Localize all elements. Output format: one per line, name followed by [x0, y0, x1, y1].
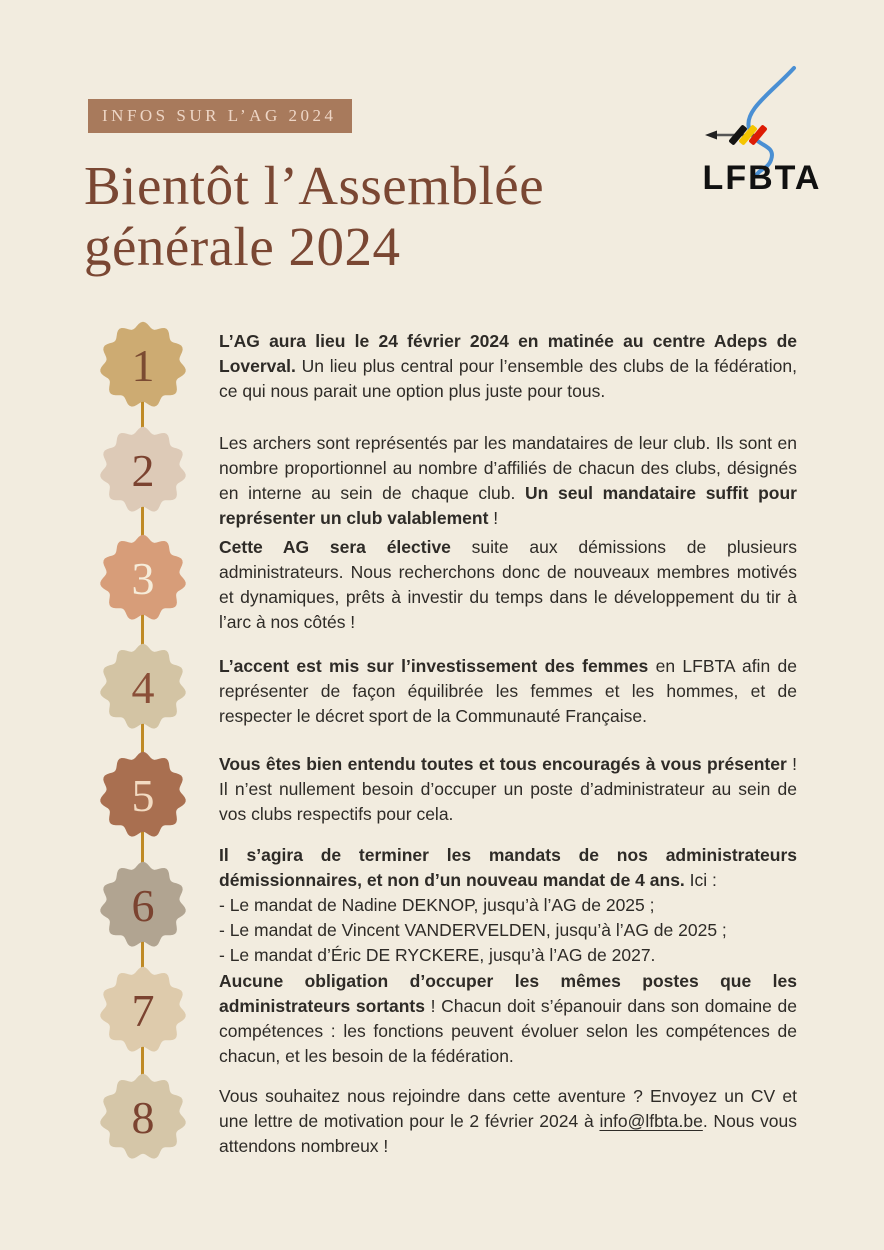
timeline-badge-4: [99, 643, 187, 731]
badge-number: 1: [131, 340, 155, 391]
badge-number: 3: [131, 553, 155, 604]
item-2-pre: Les archers sont représentés par les mandataires de leur club. Ils sont en nombre proportionnel au nombre d’affiliés de chacun des clubs, désignés en interne au sein de chaque club.: [219, 433, 797, 503]
timeline-item-8-text: [219, 1084, 797, 1159]
timeline-badge-7: [99, 966, 187, 1054]
timeline-item-5-text: [219, 752, 797, 827]
item-3-bold: Cette AG sera élective: [219, 537, 451, 557]
timeline-item-3-text: [219, 535, 797, 635]
timeline-badge-5: [99, 751, 187, 839]
badge-number: 8: [131, 1092, 155, 1143]
item-1-bold: L’AG aura lieu le 24 février 2024 en matinée au centre Adeps de Loverval.: [219, 331, 797, 376]
page-title-line2: générale 2024: [84, 216, 401, 277]
badge-number: 2: [131, 445, 155, 496]
timeline-badge-8: [99, 1073, 187, 1161]
item-8-post: . Nous vous attendons nombreux !: [219, 1111, 797, 1156]
item-8-pre: Vous souhaitez nous rejoindre dans cette aventure ? Envoyez un CV et une lettre de motivation pour le 2 février 2024 à: [219, 1086, 797, 1131]
item-6-bullet-1: - Le mandat de Nadine DEKNOP, jusqu’à l’AG de 2025 ;: [219, 895, 655, 915]
timeline-badge-3: [99, 534, 187, 622]
item-7-rest: ! Chacun doit s’épanouir dans son domaine de compétences : les fonctions peuvent évoluer selon les compétences de chacun, et les besoin de la fédération.: [219, 996, 797, 1066]
logo-wordmark: LFBTA: [702, 159, 822, 197]
item-6-bold: Il s’agira de terminer les mandats de nos administrateurs démissionnaires, et non d’un nouveau mandat de 4 ans.: [219, 845, 797, 890]
item-2-bold: Un seul mandataire suffit pour représenter un club valablement: [219, 483, 797, 528]
badge-number: 7: [131, 985, 155, 1036]
badge-number: 4: [131, 662, 155, 713]
timeline-badge-6: [99, 861, 187, 949]
item-6-bullet-2: - Le mandat de Vincent VANDERVELDEN, jusqu’à l’AG de 2025 ;: [219, 920, 727, 940]
timeline-item-6-text: [219, 843, 797, 968]
item-6-rest: Ici :: [684, 870, 717, 890]
lfbta-logo: [694, 58, 834, 198]
eyebrow-label: INFOS SUR L’AG 2024: [102, 106, 337, 125]
item-5-bold: Vous êtes bien entendu toutes et tous encouragés à vous présenter: [219, 754, 787, 774]
timeline-item-2-text: [219, 431, 797, 531]
item-6-bullet-3: - Le mandat d’Éric DE RYCKERE, jusqu’à l’AG de 2027.: [219, 945, 656, 965]
timeline-item-1-text: [219, 329, 797, 404]
item-1-rest: Un lieu plus central pour l’ensemble des clubs de la fédération, ce qui nous parait une option plus juste pour tous.: [219, 356, 797, 401]
timeline-item-4-text: [219, 654, 797, 729]
timeline-badge-1: [99, 321, 187, 409]
item-4-rest: en LFBTA afin de représenter de façon équilibrée les femmes et les hommes, et de respecter le décret sport de la Communauté Française.: [219, 656, 797, 726]
page-title: [84, 155, 684, 277]
timeline-item-7-text: [219, 969, 797, 1069]
item-3-rest: suite aux démissions de plusieurs administrateurs. Nous recherchons donc de nouveaux membres motivés et dynamiques, prêts à investir du temps dans le développement du tir à l’arc à nos côtés !: [219, 537, 797, 632]
badge-number: 5: [131, 770, 155, 821]
eyebrow-badge: [88, 99, 352, 133]
item-2-post: !: [488, 508, 499, 528]
badge-number: 6: [131, 880, 155, 931]
logo-arrowhead: [705, 131, 717, 140]
email-link[interactable]: info@lfbta.be: [599, 1111, 703, 1131]
item-5-rest: ! Il n’est nullement besoin d’occuper un poste d’administrateur au sein de vos clubs respectifs pour cela.: [219, 754, 797, 824]
item-4-bold: L’accent est mis sur l’investissement des femmes: [219, 656, 649, 676]
item-7-bold: Aucune obligation d’occuper les mêmes postes que les administrateurs sortants: [219, 971, 797, 1016]
page-title-line1: Bientôt l’Assemblée: [84, 155, 545, 216]
timeline-badge-2: [99, 426, 187, 514]
